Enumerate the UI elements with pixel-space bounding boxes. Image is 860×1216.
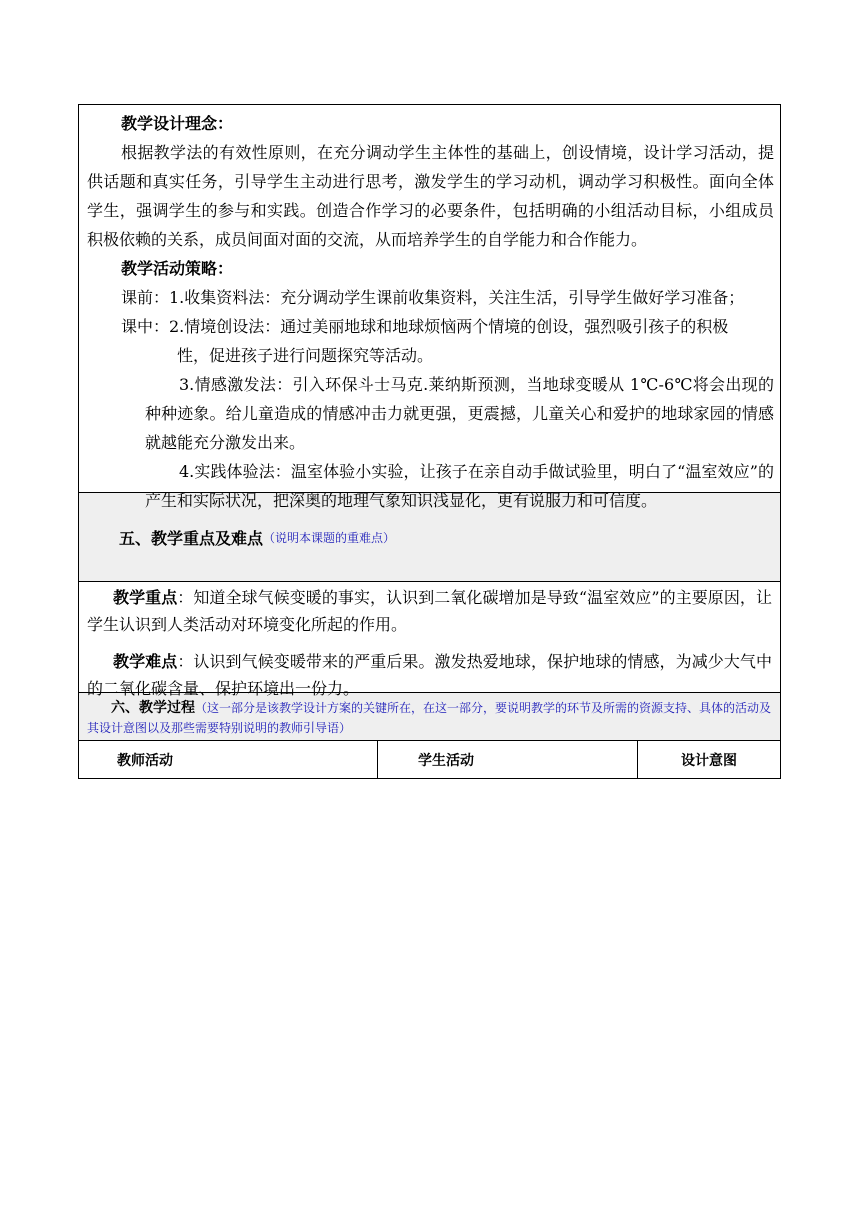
key-points-section xyxy=(79,582,780,698)
design-concept-heading: 教学设计理念： xyxy=(121,114,234,133)
section6-note: （这一部分是该教学设计方案的关键所在，在这一部分，要说明教学的环节及所需的资源支持、具体的活动及其设计意图以及那些需要特别说明的教师引导语） xyxy=(87,701,772,735)
difficulty-text: ：认识到气候变暖带来的严重后果。激发热爱地球，保护地球的情感，为减少大气中的二氧化碳含量、保护环境出一份力。 xyxy=(87,652,772,698)
design-concept-paragraph: 根据教学法的有效性原则，在充分调动学生主体性的基础上，创设情境，设计学习活动，提供话题和真实任务，引导学生主动进行思考，激发学生的学习动机，调动学习积极性。面向全体学生，强调学生的参与和实践。创造合作学习的必要条件，包括明确的小组活动目标，小组成员积极依赖的关系，成员间面对面的交流，从而培养学生的自学能力和合作能力。 xyxy=(87,143,774,249)
process-heading-section xyxy=(79,693,780,741)
key-point-label: 教学重点 xyxy=(113,588,178,607)
key-point-text: ：知道全球气候变暖的事实，认识到二氧化碳增加是导致“温室效应”的主要原因，让学生认识到人类活动对环境变化所起的作用。 xyxy=(87,588,772,634)
teacher-activity-header: 教师活动 xyxy=(79,741,378,778)
difficulty-label: 教学难点 xyxy=(113,652,178,671)
key-point-paragraph xyxy=(87,584,772,638)
section5-note: （说明本课题的重难点） xyxy=(263,530,396,545)
section6-title: 六、教学过程 xyxy=(111,700,195,716)
strategy-heading: 教学活动策略： xyxy=(121,259,234,278)
strategy-item-2-continued: 性，促进孩子进行问题探究等活动。 xyxy=(177,346,434,365)
strategy-item-3: 3.情感激发法：引入环保斗士马克.莱纳斯预测，当地球变暖从 1℃-6℃将会出现的种种迹象。给儿童造成的情感冲击力就更强，更震撼，儿童关心和爱护的地球家园的情感就越能充分激发出来。 xyxy=(145,375,774,452)
strategy-item-2: 课中：2.情境创设法：通过美丽地球和地球烦恼两个情境的创设，强烈吸引孩子的积极 xyxy=(121,317,729,336)
lesson-plan-table xyxy=(78,104,781,779)
student-activity-header: 学生活动 xyxy=(378,741,638,778)
strategy-item-4: 4.实践体验法：温室体验小实验，让孩子在亲自动手做试验里，明白了“温室效应”的产生和实际状况，把深奥的地理气象知识浅显化，更有说服力和可信度。 xyxy=(145,462,774,510)
process-column-headers xyxy=(79,741,780,778)
design-intent-header: 设计意图 xyxy=(681,752,737,769)
section5-title: 五、教学重点及难点 xyxy=(119,528,264,548)
strategy-item-1: 课前：1.收集资料法：充分调动学生课前收集资料，关注生活，引导学生做好学习准备； xyxy=(121,288,745,307)
design-concept-section xyxy=(79,105,780,510)
